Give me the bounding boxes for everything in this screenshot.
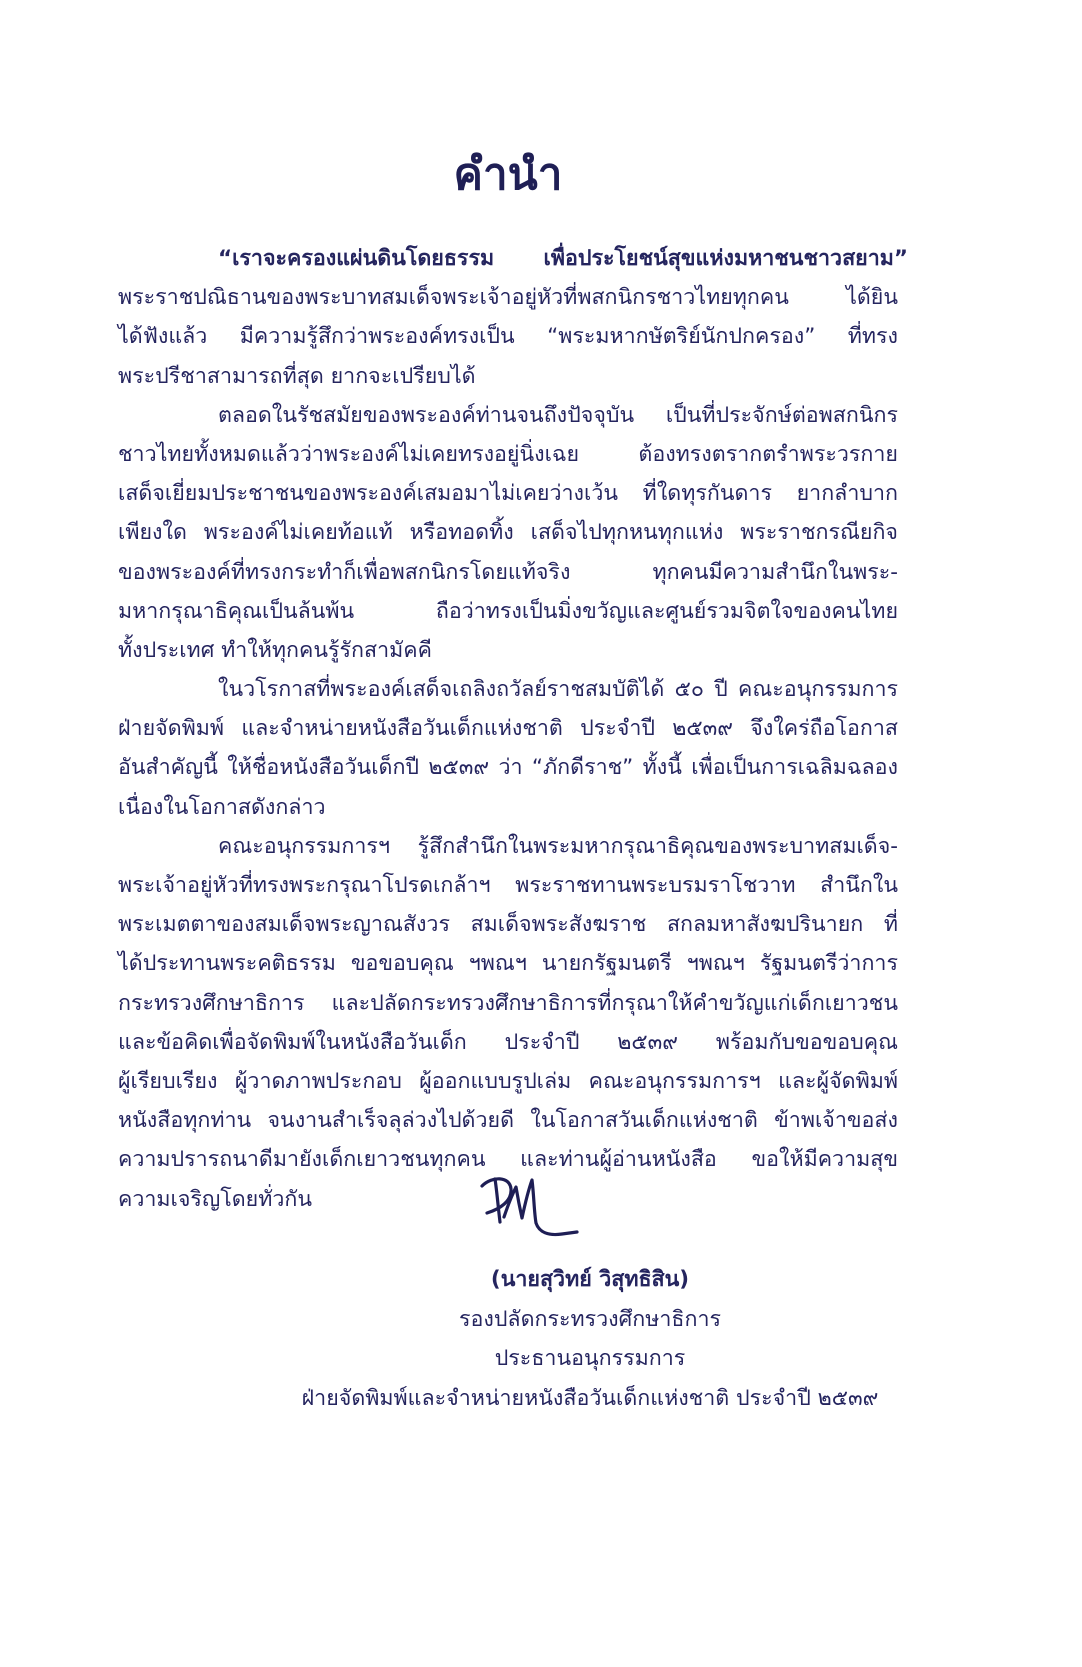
signatory-position: รองปลัดกระทรวงศึกษาธิการ bbox=[458, 1306, 722, 1332]
signatory-committee: ฝ่ายจัดพิมพ์และจำหน่ายหนังสือวันเด็กแห่งชาติ ประจำปี ๒๕๓๙ bbox=[301, 1385, 879, 1411]
paragraph-1-line-1: พระราชปณิธานของพระบาทสมเด็จพระเจ้าอยู่หัวที่พสกนิกรชาวไทยทุกคน ได้ยิน bbox=[118, 285, 898, 311]
paragraph-3-line-2: ฝ่ายจัดพิมพ์ และจำหน่ายหนังสือวันเด็กแห่งชาติ ประจำปี ๒๕๓๙ จึงใคร่ถือโอกาส bbox=[118, 716, 898, 742]
paragraph-4-line-5: กระทรวงศึกษาธิการ และปลัดกระทรวงศึกษาธิการที่กรุณาให้คำขวัญแก่เด็กเยาวชน bbox=[118, 990, 898, 1016]
paragraph-2-line-7: ทั้งประเทศ ทำให้ทุกคนรู้รักสามัคคี bbox=[118, 637, 432, 663]
royal-motto: “เราจะครองแผ่นดินโดยธรรม เพื่อประโยชน์สุขแห่งมหาชนชาวสยาม” bbox=[218, 246, 908, 271]
signature-stroke-stem bbox=[495, 1179, 500, 1222]
paragraph-3-line-3: อันสำคัญนี้ ให้ชื่อหนังสือวันเด็กปี ๒๕๓๙ ว่า “ภักดีราช” ทั้งนี้ เพื่อเป็นการเฉลิมฉลอง bbox=[118, 755, 898, 781]
signature-block bbox=[285, 1260, 895, 1418]
paragraph-2-line-5: ของพระองค์ที่ทรงกระทำก็เพื่อพสกนิกรโดยแท้จริง ทุกคนมีความสำนึกในพระ- bbox=[118, 559, 898, 585]
signatory-role: ประธานอนุกรรมการ bbox=[494, 1346, 686, 1371]
paragraph-2-line-6: มหากรุณาธิคุณเป็นล้นพ้น ถือว่าทรงเป็นมิ่งขวัญและศูนย์รวมจิตใจของคนไทย bbox=[118, 598, 898, 624]
paragraph-2-line-1: ตลอดในรัชสมัยของพระองค์ท่านจนถึงปัจจุบัน เป็นที่ประจักษ์ต่อพสกนิกร bbox=[218, 402, 898, 428]
paragraph-1-line-3: พระปรีชาสามารถที่สุด ยากจะเปรียบได้ bbox=[118, 363, 476, 389]
paragraph-2-line-4: เพียงใด พระองค์ไม่เคยท้อแท้ หรือทอดทิ้ง เสด็จไปทุกหนทุกแห่ง พระราชกรณียกิจ bbox=[118, 520, 898, 546]
paragraph-2-line-2: ชาวไทยทั้งหมดแล้วว่าพระองค์ไม่เคยทรงอยู่นิ่งเฉย ต้องทรงตรากตรำพระวรกาย bbox=[118, 441, 898, 467]
handwritten-signature bbox=[476, 1172, 580, 1244]
paragraph-4-line-4: ได้ประทานพระคติธรรม ขอขอบคุณ ฯพณฯ นายกรัฐมนตรี ฯพณฯ รัฐมนตรีว่าการ bbox=[118, 951, 898, 977]
paragraph-4-line-9: ความปรารถนาดีมายังเด็กเยาวชนทุกคน และท่านผู้อ่านหนังสือ ขอให้มีความสุข bbox=[118, 1147, 898, 1173]
paragraph-4-line-1: คณะอนุกรรมการฯ รู้สึกสำนึกในพระมหากรุณาธิคุณของพระบาทสมเด็จ- bbox=[218, 833, 898, 859]
paragraph-4-line-10: ความเจริญโดยทั่วกัน bbox=[118, 1186, 313, 1212]
paragraph-4-line-8: หนังสือทุกท่าน จนงานสำเร็จลุล่วงไปด้วยดี ในโอกาสวันเด็กแห่งชาติ ข้าพเจ้าขอส่ง bbox=[118, 1108, 898, 1134]
paragraph-3-line-4: เนื่องในโอกาสดังกล่าว bbox=[118, 794, 326, 820]
paragraph-2-line-3: เสด็จเยี่ยมประชาชนของพระองค์เสมอมาไม่เคยว่างเว้น ที่ใดทุรกันดาร ยากลำบาก bbox=[118, 481, 898, 507]
paragraph-4-line-3: พระเมตตาของสมเด็จพระญาณสังวร สมเด็จพระสังฆราช สกลมหาสังฆปรินายก ที่ bbox=[118, 912, 898, 938]
paragraph-4-line-6: และข้อคิดเพื่อจัดพิมพ์ในหนังสือวันเด็ก ประจำปี ๒๕๓๙ พร้อมกับขอขอบคุณ bbox=[118, 1029, 898, 1055]
paragraph-1-line-2: ได้ฟังแล้ว มีความรู้สึกว่าพระองค์ทรงเป็น “พระมหากษัตริย์นักปกครอง” ที่ทรง bbox=[118, 324, 898, 350]
paragraph-4-line-7: ผู้เรียบเรียง ผู้วาดภาพประกอบ ผู้ออกแบบรูปเล่ม คณะอนุกรรมการฯ และผู้จัดพิมพ์ bbox=[118, 1068, 898, 1094]
paragraph-4-line-2: พระเจ้าอยู่หัวที่ทรงพระกรุณาโปรดเกล้าฯ พระราชทานพระบรมราโชวาท สำนึกใน bbox=[118, 873, 898, 898]
page-title: คำนำ bbox=[453, 149, 563, 200]
signature-stroke-zigzag bbox=[504, 1180, 577, 1235]
foreword-body bbox=[118, 239, 908, 1219]
paragraph-3-line-1: ในวโรกาสที่พระองค์เสด็จเถลิงถวัลย์ราชสมบัติได้ ๕๐ ปี คณะอนุกรรมการ bbox=[218, 677, 898, 703]
signatory-name: (นายสุวิทย์ วิสุทธิสิน) bbox=[490, 1267, 690, 1292]
